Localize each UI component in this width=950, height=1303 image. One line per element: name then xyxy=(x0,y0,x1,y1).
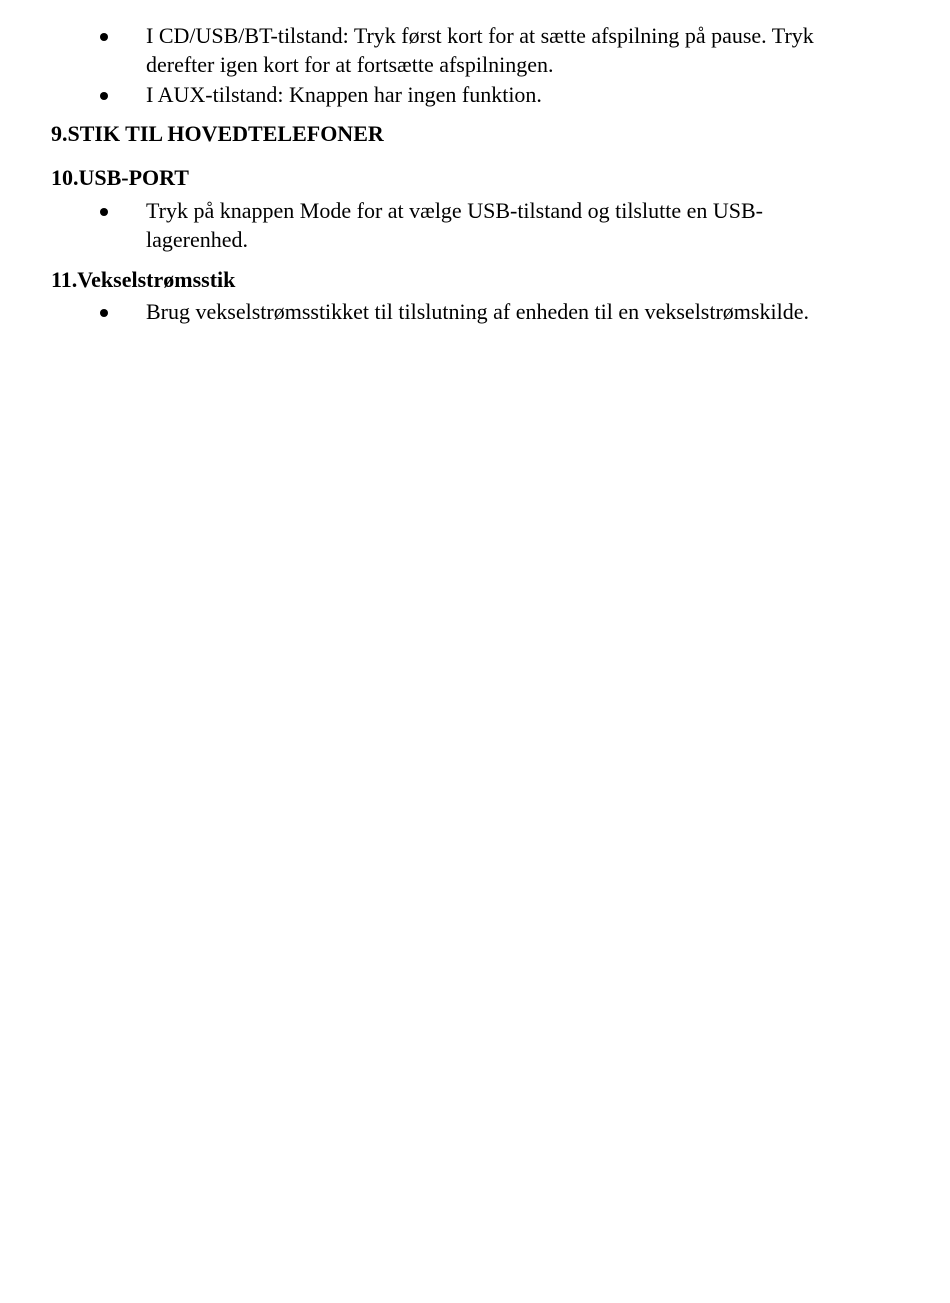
bullet-icon xyxy=(99,21,113,50)
section-heading-headphone-jack: 9.STIK TIL HOVEDTELEFONER xyxy=(51,121,384,146)
list-item-text: Brug vekselstrømsstikket til tilslutning af enheden til en vekselstrømskilde. xyxy=(146,299,809,324)
section-heading-ac-jack: 11.Vekselstrømsstik xyxy=(51,267,236,292)
list-item-text: I CD/USB/BT-tilstand: Tryk først kort for at sætte afspilning på pause. Tryk derefter igen kort for at fortsætte afspilningen. xyxy=(146,23,814,77)
section-heading-usb-port: 10.USB-PORT xyxy=(51,165,189,190)
list-item-text: I AUX-tilstand: Knappen har ingen funktion. xyxy=(146,82,542,107)
bullet-icon xyxy=(99,297,113,326)
list-item-text: Tryk på knappen Mode for at vælge USB-tilstand og tilslutte en USB-lagerenhed. xyxy=(146,198,763,252)
bullet-icon xyxy=(99,196,113,225)
bullet-icon xyxy=(99,80,113,109)
